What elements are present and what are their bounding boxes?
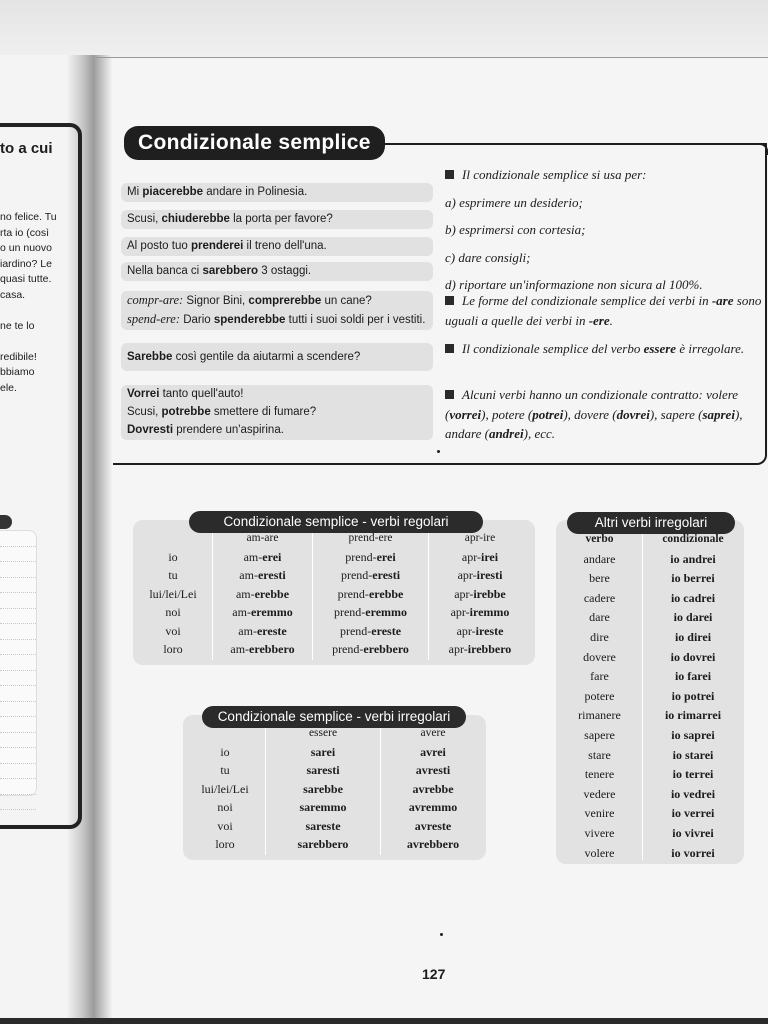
rule-are-ere bbox=[445, 291, 763, 330]
pronoun-cell: tu bbox=[220, 763, 230, 777]
conjugation-cell bbox=[266, 817, 380, 836]
answer-line bbox=[0, 562, 36, 578]
answer-line bbox=[0, 686, 36, 702]
section-frame-top bbox=[380, 143, 765, 145]
left-page-line: quasi tutte. bbox=[0, 273, 52, 285]
conjugation-cell bbox=[381, 817, 485, 836]
answer-line bbox=[0, 795, 36, 811]
verb-form: avresti bbox=[415, 763, 451, 777]
verb-ending: eresti bbox=[257, 568, 286, 582]
table-header-blank bbox=[185, 724, 265, 743]
verb-form: io vorrei bbox=[671, 845, 715, 860]
conjugation-cell bbox=[266, 780, 380, 799]
verb-ending: eremmo bbox=[365, 605, 408, 619]
text-run: Le forme del condizionale semplice dei verbi in bbox=[462, 293, 712, 308]
text-run: sono uguali a quelle dei verbi in bbox=[445, 293, 762, 328]
conjugation-cell bbox=[643, 706, 743, 726]
verb-form: io cadrei bbox=[670, 590, 716, 605]
rule-contratto bbox=[445, 385, 763, 444]
verb-form: io terrei bbox=[672, 767, 714, 782]
verb-ending: erebbero bbox=[363, 642, 409, 656]
answer-line bbox=[0, 593, 36, 609]
verb-form: io berrei bbox=[671, 571, 715, 586]
left-page-text bbox=[0, 210, 66, 396]
conjugation-cell bbox=[213, 622, 312, 641]
table-irregolari-col-avere bbox=[381, 724, 485, 854]
verb-ending: ereste bbox=[371, 623, 402, 638]
conjugation-cell bbox=[429, 585, 531, 604]
text-run: Scusi, bbox=[127, 213, 162, 225]
verb-infinitive: volere bbox=[584, 845, 615, 860]
conjugation-cell bbox=[643, 667, 743, 687]
verb-stem: prend- bbox=[339, 623, 372, 638]
verb-form: avreste bbox=[414, 818, 452, 833]
conjugation-cell bbox=[643, 824, 743, 844]
verb-ending: ireste bbox=[475, 623, 504, 638]
answer-line bbox=[0, 717, 36, 733]
bottom-edge bbox=[0, 1018, 768, 1024]
table-regolari-col-are bbox=[213, 529, 312, 659]
rule-use-item: c) dare consigli; bbox=[445, 249, 531, 265]
answer-line bbox=[0, 640, 36, 656]
conjugation-cell bbox=[429, 640, 531, 659]
verb-ending: iremmo bbox=[469, 605, 510, 619]
verb-infinitive: dovere bbox=[583, 649, 616, 664]
example-sentence bbox=[121, 385, 433, 404]
conjugation-cell bbox=[643, 589, 743, 609]
conjugation-cell bbox=[643, 765, 743, 785]
emphasized-verb: potrei bbox=[532, 406, 564, 422]
verb-ending: iresti bbox=[476, 568, 503, 582]
emphasized-verb: prenderei bbox=[190, 240, 244, 252]
verb-form: io potrei bbox=[671, 688, 715, 703]
conjugation-cell bbox=[213, 566, 312, 585]
table-irregolari-col-essere bbox=[266, 724, 380, 854]
text-run: andare in Polinesia. bbox=[203, 186, 308, 198]
text-run: così gentile da aiutarmi a scendere? bbox=[172, 351, 361, 363]
answer-line bbox=[0, 578, 36, 594]
left-page-line bbox=[0, 334, 66, 350]
table-irregolari-title: Condizionale semplice - verbi irregolari bbox=[202, 706, 466, 728]
verb-stem: am- bbox=[238, 623, 257, 638]
left-page-line: bbiamo bbox=[0, 366, 35, 378]
table-regolari-col-ere bbox=[313, 529, 428, 659]
text-run: tanto quell'auto! bbox=[159, 388, 244, 400]
top-margin bbox=[0, 0, 768, 58]
verb-form: io verrei bbox=[671, 806, 715, 821]
verb-form: io vivrei bbox=[672, 825, 714, 840]
verb-form: io andrei bbox=[670, 551, 716, 566]
verb-ending: erebbe bbox=[254, 586, 290, 601]
verb-form: avrebbero bbox=[406, 837, 460, 851]
conjugation-cell bbox=[381, 743, 485, 762]
conjugation-cell bbox=[643, 844, 743, 864]
conjugation-cell bbox=[266, 761, 380, 780]
emphasized-verb: saprei bbox=[702, 406, 735, 422]
verb-form: avrei bbox=[420, 744, 446, 759]
verb-form: io vedrei bbox=[670, 786, 716, 801]
table-header-cell: prend-ere bbox=[348, 532, 393, 544]
emphasized-verb: dovrei bbox=[616, 406, 650, 422]
conjugation-cell bbox=[313, 622, 428, 641]
verb-form: sarei bbox=[310, 744, 336, 759]
emphasized-verb: sarebbero bbox=[202, 265, 259, 277]
left-page-line: rta io (così bbox=[0, 226, 50, 239]
conjugation-cell bbox=[266, 743, 380, 762]
verb-form: io farei bbox=[674, 669, 712, 684]
text-run: Dario bbox=[180, 314, 214, 326]
conjugation-cell bbox=[266, 835, 380, 854]
conjugation-cell bbox=[313, 548, 428, 567]
answer-line bbox=[0, 671, 36, 687]
text-run: la porta per favore? bbox=[229, 213, 333, 225]
emphasized-verb: chiuderebbe bbox=[161, 213, 230, 225]
verb-infinitive: cadere bbox=[583, 590, 616, 605]
rule-uses-intro: Il condizionale semplice si usa per: bbox=[462, 167, 647, 182]
table-header-cell: am-are bbox=[246, 532, 279, 544]
emphasized-verb: Sarebbe bbox=[127, 351, 173, 363]
left-page-line: casa. bbox=[0, 288, 26, 301]
left-page-line: redibile! bbox=[0, 350, 37, 363]
conjugation-cell bbox=[381, 798, 485, 817]
example-sentence bbox=[121, 237, 433, 256]
verb-infinitive: sapere bbox=[584, 727, 615, 742]
table-irregolari-pronouns bbox=[185, 724, 265, 854]
verb-infinitive: rimanere bbox=[578, 708, 621, 723]
verb-ending: erei bbox=[376, 549, 396, 564]
verb-form: saremmo bbox=[299, 800, 347, 814]
verb-stem: apr- bbox=[454, 586, 474, 601]
verb-ending: erebbero bbox=[249, 642, 295, 656]
left-page-line: o un nuovo bbox=[0, 242, 52, 254]
verb-infinitive: dire bbox=[590, 629, 609, 644]
text-run: 3 ostaggi. bbox=[258, 265, 312, 277]
header-text: verbo bbox=[585, 533, 614, 545]
verb-ending: irei bbox=[480, 549, 499, 564]
conjugation-cell bbox=[429, 548, 531, 567]
conjugation-cell bbox=[213, 640, 312, 659]
conjugation-cell bbox=[429, 566, 531, 585]
verb-form: sarebbe bbox=[303, 781, 343, 796]
answer-line bbox=[0, 748, 36, 764]
pronoun-cell: loro bbox=[163, 642, 183, 656]
verb-ending: irebbe bbox=[473, 586, 506, 601]
table-header-cell: apr-ire bbox=[464, 532, 496, 544]
left-page-line bbox=[0, 303, 66, 319]
text-run: . bbox=[609, 312, 613, 328]
emphasized-verb: andrei bbox=[488, 426, 524, 441]
verb-stem: am- bbox=[235, 586, 255, 601]
text-run: un cane? bbox=[321, 295, 372, 307]
verb-infinitive: andare bbox=[583, 551, 616, 566]
conjugation-cell bbox=[643, 608, 743, 628]
answer-line bbox=[0, 624, 36, 640]
conjugation-cell bbox=[381, 835, 485, 854]
conjugation-cell bbox=[313, 585, 428, 604]
emphasized-verb: vorrei bbox=[449, 406, 482, 422]
verb-stem: prend- bbox=[337, 586, 369, 601]
pronoun-cell: io bbox=[168, 549, 178, 564]
verb-form: sareste bbox=[305, 818, 341, 833]
verb-stem: apr- bbox=[456, 623, 476, 638]
top-rule bbox=[95, 57, 768, 58]
answer-line bbox=[0, 547, 36, 563]
verb-form: avremmo bbox=[408, 800, 458, 814]
pronoun-cell: lui/lei/Lei bbox=[149, 586, 197, 601]
conjugation-cell bbox=[643, 804, 743, 824]
bullet-square-icon bbox=[445, 296, 454, 305]
table-regolari-col-ire bbox=[429, 529, 531, 659]
conjugation-cell bbox=[643, 726, 743, 746]
verb-form: io dovrei bbox=[670, 649, 716, 664]
pronoun-cell: tu bbox=[168, 568, 178, 582]
emphasized-verb: Vorrei bbox=[127, 388, 160, 400]
verb-ending: eremmo bbox=[250, 605, 293, 619]
verb-stem: prend- bbox=[340, 568, 373, 582]
answer-line bbox=[0, 779, 36, 795]
table-header-cell bbox=[643, 530, 743, 550]
verb-stem: am- bbox=[232, 605, 251, 619]
conjugation-cell bbox=[429, 603, 531, 622]
verb-form: saresti bbox=[306, 763, 340, 777]
table-regolari-pronouns bbox=[133, 529, 213, 659]
left-page-line: iardino? Le bbox=[0, 257, 52, 270]
page-title: Condizionale semplice bbox=[124, 126, 385, 160]
table-altri-col-condizionale bbox=[643, 530, 743, 863]
verb-form: io darei bbox=[673, 610, 713, 625]
verb-infinitive: potere bbox=[584, 688, 615, 703]
conjugation-cell bbox=[213, 548, 312, 567]
verb-stem: am- bbox=[239, 568, 258, 582]
text-run: Nella banca ci bbox=[127, 265, 203, 277]
bullet-square-icon bbox=[445, 170, 454, 179]
conjugation-cell bbox=[381, 780, 485, 799]
text-run: ), ecc. bbox=[523, 426, 555, 441]
verb-ending: ereste bbox=[256, 623, 287, 638]
emphasized-verb: piacerebbe bbox=[142, 186, 204, 198]
text-run: spend-ere: bbox=[127, 312, 180, 326]
conjugation-cell bbox=[643, 785, 743, 805]
conjugation-cell bbox=[313, 603, 428, 622]
conjugation-cell bbox=[643, 687, 743, 707]
left-page-line: ne te lo bbox=[0, 319, 35, 332]
dot-mark bbox=[437, 450, 440, 453]
verb-stem: apr- bbox=[461, 549, 481, 564]
table-header-cell: avere bbox=[420, 727, 446, 739]
answer-line bbox=[0, 655, 36, 671]
answer-line bbox=[0, 609, 36, 625]
verb-infinitive: tenere bbox=[584, 767, 615, 782]
verb-infinitive: venire bbox=[584, 806, 615, 821]
emphasized-verb: potrebbe bbox=[161, 406, 211, 418]
example-sentence bbox=[121, 343, 433, 371]
conjugation-cell bbox=[643, 648, 743, 668]
text-run: ), dovere ( bbox=[563, 406, 617, 422]
conjugation-cell bbox=[429, 622, 531, 641]
table-altri-col-verbo bbox=[557, 530, 642, 863]
verb-stem: apr- bbox=[457, 568, 477, 582]
verb-form: io rimarrei bbox=[664, 708, 722, 723]
answer-line bbox=[0, 733, 36, 749]
verb-ending: erei bbox=[262, 549, 282, 564]
conjugation-cell bbox=[643, 746, 743, 766]
example-sentence bbox=[121, 183, 433, 202]
verb-stem: prend- bbox=[332, 642, 364, 656]
text-run: ), andare ( bbox=[445, 406, 743, 441]
conjugation-cell bbox=[643, 569, 743, 589]
example-sentence bbox=[121, 403, 433, 422]
left-page-heading: to a cui bbox=[0, 140, 53, 157]
verb-form: io direi bbox=[674, 629, 712, 644]
verb-infinitive: bere bbox=[589, 571, 610, 586]
text-run: prendere un'aspirina. bbox=[173, 424, 284, 436]
page-number: 127 bbox=[422, 966, 446, 982]
verb-form: io starei bbox=[672, 747, 714, 762]
emphasized-verb: -ere bbox=[588, 312, 610, 328]
table-header-blank bbox=[133, 529, 213, 548]
table-altri-title: Altri verbi irregolari bbox=[567, 512, 735, 534]
text-run: compr-are: bbox=[127, 293, 184, 307]
verb-stem: am- bbox=[230, 642, 250, 656]
rule-use-item: b) esprimersi con cortesia; bbox=[445, 222, 586, 237]
conjugation-cell bbox=[643, 550, 743, 570]
emphasized-verb: spenderebbe bbox=[213, 314, 286, 326]
pronoun-cell: lui/lei/Lei bbox=[201, 781, 249, 796]
verb-infinitive: vivere bbox=[584, 825, 615, 840]
example-sentence bbox=[121, 262, 433, 281]
verb-stem: am- bbox=[243, 549, 263, 564]
verb-infinitive: fare bbox=[590, 669, 609, 684]
verb-form: avrebbe bbox=[412, 781, 454, 796]
answer-line bbox=[0, 531, 36, 547]
text-run: smettere di fumare? bbox=[210, 406, 317, 418]
text-run: ), potere ( bbox=[481, 406, 533, 422]
verb-ending: eresti bbox=[372, 568, 401, 582]
text-run: Scusi, bbox=[127, 406, 162, 418]
text-run: Signor Bini, bbox=[183, 295, 249, 307]
text-run: Alcuni verbi hanno un condizionale contratto: volere ( bbox=[445, 387, 739, 422]
left-page-exercise-box bbox=[0, 530, 37, 796]
emphasized-verb: comprerebbe bbox=[248, 295, 322, 307]
verb-ending: erebbe bbox=[368, 586, 404, 601]
rule-use-item: a) esprimere un desiderio; bbox=[445, 194, 583, 210]
conjugation-cell bbox=[213, 585, 312, 604]
verb-stem: prend- bbox=[345, 549, 377, 564]
example-sentence bbox=[121, 421, 433, 440]
text-run: tutti i suoi soldi per i vestiti. bbox=[285, 314, 426, 326]
header-text: condizionale bbox=[662, 533, 724, 545]
text-run: il treno dell'una. bbox=[243, 240, 327, 252]
rule-use-item: d) riportare un'informazione non sicura al 100%. bbox=[445, 277, 703, 292]
emphasized-verb: Dovresti bbox=[127, 424, 174, 436]
answer-line bbox=[0, 764, 36, 780]
verb-stem: apr- bbox=[448, 642, 468, 656]
dot-mark bbox=[440, 933, 443, 936]
rule-essere bbox=[445, 339, 763, 359]
example-sentence bbox=[121, 291, 433, 311]
conjugation-cell bbox=[266, 798, 380, 817]
verb-ending: irebbero bbox=[467, 642, 512, 656]
verb-form: io saprei bbox=[671, 727, 715, 742]
left-page-line: ele. bbox=[0, 381, 17, 394]
bullet-square-icon bbox=[445, 390, 454, 399]
pronoun-cell: loro bbox=[215, 837, 235, 851]
verb-infinitive: dare bbox=[589, 610, 610, 625]
example-sentence bbox=[121, 310, 433, 330]
table-header-cell bbox=[557, 530, 642, 550]
text-run: Al posto tuo bbox=[127, 240, 191, 252]
verb-infinitive: vedere bbox=[583, 786, 616, 801]
conjugation-cell bbox=[213, 603, 312, 622]
verb-infinitive: stare bbox=[588, 747, 611, 762]
text-run: Il condizionale semplice del verbo bbox=[462, 341, 644, 356]
pronoun-cell: voi bbox=[165, 623, 181, 638]
conjugation-cell bbox=[381, 761, 485, 780]
verb-stem: apr- bbox=[450, 605, 470, 619]
pronoun-cell: noi bbox=[165, 605, 181, 619]
pronoun-cell: noi bbox=[217, 800, 233, 814]
rule-uses bbox=[445, 165, 763, 295]
table-regolari-title: Condizionale semplice - verbi regolari bbox=[189, 511, 483, 533]
answer-line bbox=[0, 702, 36, 718]
verb-stem: prend- bbox=[333, 605, 366, 619]
pronoun-cell: voi bbox=[217, 818, 233, 833]
text-run: ), sapere ( bbox=[649, 406, 703, 422]
conjugation-cell bbox=[313, 566, 428, 585]
emphasized-verb: essere bbox=[643, 341, 677, 356]
emphasized-verb: -are bbox=[711, 293, 734, 308]
conjugation-cell bbox=[643, 628, 743, 648]
verb-form: sarebbero bbox=[297, 837, 349, 851]
left-page-line: no felice. Tu bbox=[0, 211, 57, 223]
bullet-square-icon bbox=[445, 344, 454, 353]
conjugation-cell bbox=[313, 640, 428, 659]
text-run: è irregolare. bbox=[676, 341, 745, 356]
pronoun-cell: io bbox=[220, 744, 230, 759]
table-header-cell: essere bbox=[308, 727, 338, 739]
example-sentence bbox=[121, 210, 433, 229]
text-run: Mi bbox=[127, 186, 143, 198]
